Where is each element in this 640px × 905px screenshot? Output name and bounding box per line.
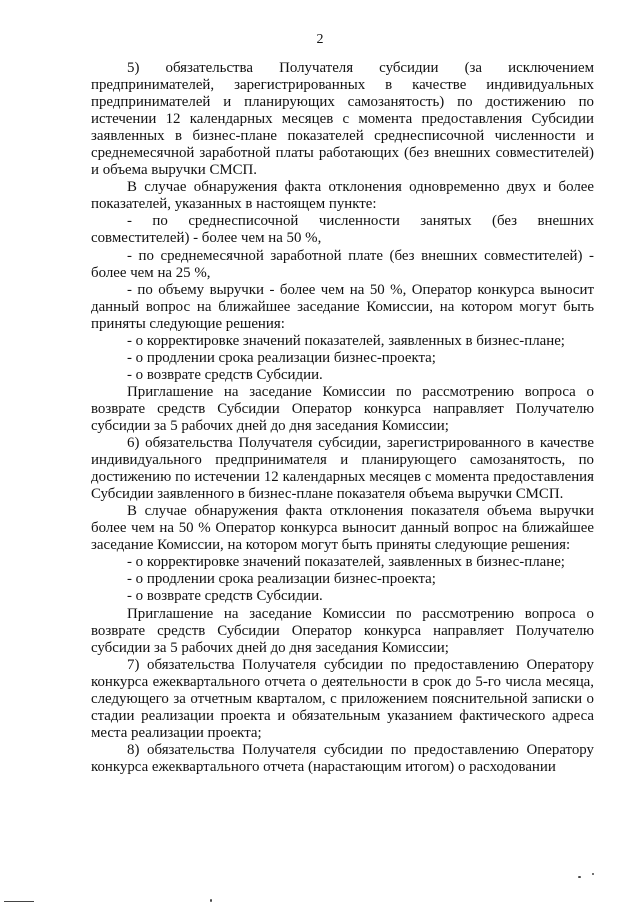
- scan-speck: [4, 901, 34, 902]
- paragraph-obligation-8: 8) обязательства Получателя субсидии по предоставлению Оператору конкурса ежеквартального отчета (нарастающим итогом) о расходовании: [91, 741, 594, 775]
- list-item-adjust-indicators-2: - о корректировке значений показателей, заявленных в бизнес-плане;: [127, 554, 565, 571]
- list-item-refund-subsidy: - о возврате средств Субсидии.: [127, 366, 323, 383]
- page-number: 2: [316, 32, 324, 47]
- paragraph-invitation-2: Приглашение на заседание Комиссии по рассмотрению вопроса о возврате средств Субсидии Оператор конкурса направляет Получателю субсидии за 5 рабочих дней до дня заседания Комиссии;: [91, 605, 594, 656]
- paragraph-obligation-5: 5) обязательства Получателя субсидии (за исключением предпринимателей, зарегистрированных в качестве индивидуальных предпринимателей и планирующих самозанятость) по достижению по истечении 12 календарных месяцев с момента предоставления Субсидии заявленных в бизнес-плане показателей среднесписочной численности и среднемесячной заработной платы работающих (без внешних совместителей) и объема выручки СМСП.: [91, 60, 594, 179]
- paragraph-invitation-1: Приглашение на заседание Комиссии по рассмотрению вопроса о возврате средств Субсидии Оператор конкурса направляет Получателю субсидии за 5 рабочих дней до дня заседания Комиссии;: [91, 383, 594, 434]
- list-item-extend-term: - о продлении срока реализации бизнес-проекта;: [127, 349, 436, 366]
- list-item-adjust-indicators: - о корректировке значений показателей, заявленных в бизнес-плане;: [127, 332, 565, 349]
- paragraph-deviation-two-indicators: В случае обнаружения факта отклонения одновременно двух и более показателей, указанных в настоящем пункте:: [91, 179, 594, 213]
- paragraph-obligation-6: 6) обязательства Получателя субсидии, зарегистрированного в качестве индивидуального предпринимателя и планирующего самозанятость, по достижению по истечении 12 календарных месяцев с момента предоставления Субсидии заявленного в бизнес-плане показателя объема выручки СМСП.: [91, 435, 594, 503]
- scan-speck: [578, 876, 581, 878]
- document-body: [91, 60, 594, 776]
- list-item-revenue: - по объему выручки - более чем на 50 %, Оператор конкурса выносит данный вопрос на ближайшее заседание Комиссии, на котором могут быть приняты следующие решения:: [91, 281, 594, 332]
- list-item-extend-term-2: - о продлении срока реализации бизнес-проекта;: [127, 571, 436, 588]
- list-item-salary: - по среднемесячной заработной плате (без внешних совместителей) - более чем на 25 %,: [91, 247, 594, 281]
- scan-speck: [592, 873, 594, 875]
- scan-speck: [210, 899, 212, 902]
- list-item-refund-subsidy-2: - о возврате средств Субсидии.: [127, 588, 323, 605]
- paragraph-obligation-7: 7) обязательства Получателя субсидии по предоставлению Оператору конкурса ежеквартального отчета о деятельности в срок до 5-го числа месяца, следующего за отчетным кварталом, с приложением пояснительной записки о стадии реализации проекта и обязательным указанием фактического адреса места реализации проекта;: [91, 656, 594, 741]
- paragraph-deviation-revenue: В случае обнаружения факта отклонения показателя объема выручки более чем на 50 % Оператор конкурса выносит данный вопрос на ближайшее заседание Комиссии, на котором могут быть приняты следующие решения:: [91, 503, 594, 554]
- list-item-headcount: - по среднесписочной численности занятых (без внешних совместителей) - более чем на 50 %,: [91, 213, 594, 247]
